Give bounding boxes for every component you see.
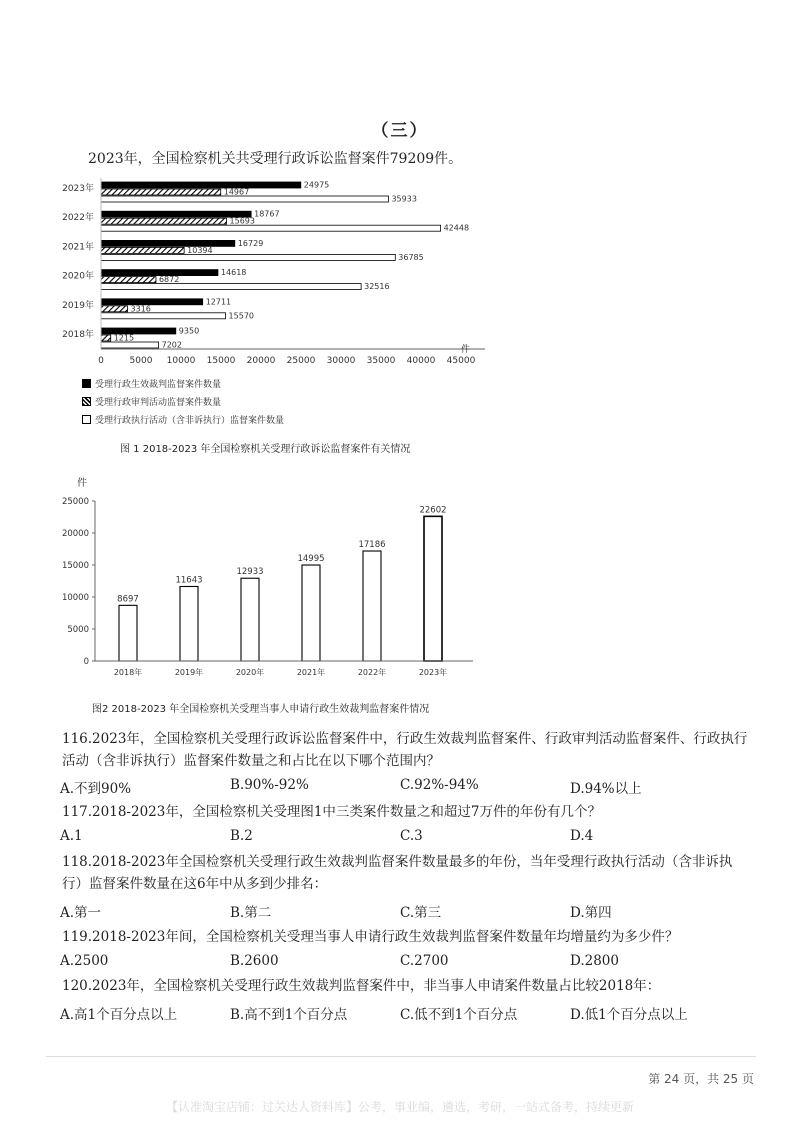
intro-text: 2023年，全国检察机关共受理行政诉讼监督案件79209件。 [88,151,463,167]
bar-3 [101,225,441,231]
option-b[interactable]: B.2600 [230,953,279,969]
x-tick-label: 25000 [286,356,316,366]
option-b[interactable]: B.第二 [230,905,272,921]
data-label: 9350 [178,326,200,336]
x-tick-label: 40000 [406,356,436,366]
x-tick-label: 2021年 [296,668,326,677]
unit-label: 件 [77,478,87,489]
bar-1 [101,182,301,188]
data-label: 6872 [158,275,180,285]
bar-1 [101,299,203,305]
data-label: 12933 [236,567,264,578]
figure-2-vertical-bar-chart [55,470,495,685]
bar [363,551,381,661]
y-tick-label: 2021年 [62,242,94,253]
bar-1 [101,328,176,334]
bar-2 [101,306,128,312]
bar [424,516,442,661]
option-d[interactable]: D.4 [570,828,594,844]
bar [119,605,137,661]
figure-2-caption: 图2 2018-2023 年全国检察机关受理当事人申请行政生效裁判监督案件情况 [92,704,430,715]
x-tick-label: 2018年 [113,668,143,677]
x-tick-label: 45000 [446,356,476,366]
footer-divider [46,1056,756,1057]
data-label: 3316 [130,304,151,314]
data-label: 24975 [303,180,330,190]
option-b[interactable]: B.90%-92% [230,777,309,793]
question-119: 119.2018-2023年间，全国检察机关受理当事人申请行政生效裁判监督案件数量年均增量约为多少件？ [62,929,679,945]
option-c[interactable]: C.92%-94% [400,777,479,793]
y-tick-label: 20000 [61,529,89,539]
bar-3 [101,313,226,319]
y-tick-label: 5000 [67,625,89,635]
y-tick-label: 2018年 [62,330,94,340]
figure-1-horizontal-bar-chart [55,172,495,368]
data-label: 16729 [237,238,264,248]
legend-item-1 [82,377,221,390]
bar [241,578,259,661]
option-d[interactable]: D.2800 [570,953,619,969]
bar-3 [101,254,395,260]
bar [180,586,198,661]
x-tick-label: 5000 [129,356,153,366]
x-tick-label: 2022年 [357,668,387,677]
x-tick-label: 2020年 [235,668,265,677]
option-a[interactable]: A.2500 [60,953,109,969]
question-118-options [60,901,760,921]
data-label: 18767 [254,209,280,219]
data-label: 17186 [358,540,386,551]
x-tick-label: 0 [98,356,104,366]
x-tick-label: 20000 [246,356,276,366]
option-a[interactable]: A.高1个百分点以上 [60,1007,178,1023]
data-label: 35933 [391,194,417,204]
question-116: 116.2023年，全国检察机关受理行政诉讼监督案件中，行政生效裁判监督案件、行政审判活动监督案件、行政执行活动（含非诉执行）监督案件数量之和占比在以下哪个范围内？ [62,731,748,769]
option-c[interactable]: C.第三 [400,905,442,921]
unit-label: 件 [461,345,471,355]
legend-item-3 [82,413,284,426]
x-tick-label: 2023年 [418,668,448,677]
data-label: 22602 [419,505,447,516]
page-number: 第 24 页，共 25 页 [648,1072,754,1086]
option-b[interactable]: B.高不到1个百分点 [230,1007,348,1023]
question-117: 117.2018-2023年，全国检察机关受理图1中三类案件数量之和超过7万件的年份有几个？ [62,804,602,820]
data-label: 32516 [364,282,390,292]
x-tick-label: 2019年 [174,668,204,677]
data-label: 14618 [220,268,247,278]
data-label: 14967 [223,187,250,197]
data-label: 12711 [205,297,232,307]
option-a[interactable]: A.第一 [60,905,102,921]
data-label: 1215 [113,333,135,343]
option-a[interactable]: A.不到90% [60,781,132,797]
legend-swatch-black [82,379,91,388]
data-label: 10394 [187,245,213,255]
option-a[interactable]: A.1 [60,828,83,844]
y-tick-label: 25000 [61,497,89,507]
data-label: 8697 [117,594,139,605]
data-label: 7202 [161,340,182,350]
question-120-options [60,1003,760,1023]
watermark: 【认准淘宝店铺：过关达人资料库】公考，事业编，遴选，考研，一站式备考，持续更新 [165,1100,634,1114]
y-tick-label: 2023年 [62,184,94,194]
data-label: 14995 [297,554,325,565]
bar-3 [101,342,159,348]
legend-label-1: 受理行政生效裁判监督案件数量 [95,380,222,390]
bar-1 [101,240,235,246]
option-c[interactable]: C.2700 [400,953,449,969]
question-116-options [60,777,760,797]
option-b[interactable]: B.2 [230,828,253,844]
x-tick-label: 15000 [206,356,236,366]
bar [302,565,320,661]
question-119-options [60,953,760,969]
legend-label-2: 受理行政审判活动监督案件数量 [95,398,222,408]
bar-2 [101,247,184,253]
option-d[interactable]: D.低1个百分点以上 [570,1007,688,1023]
data-label: 11643 [175,575,203,586]
y-tick-label: 10000 [61,593,89,603]
data-label: 42448 [443,223,470,233]
legend-item-2 [82,395,221,408]
bar-3 [101,284,361,290]
question-118: 118.2018-2023年全国检察机关受理行政生效裁判监督案件数量最多的年份，当年受理行政执行活动（含非诉执行）监督案件数量在这6年中从多到少排名： [62,854,733,892]
legend-swatch-hatched [82,397,91,406]
section-title: （三） [371,121,429,141]
x-tick-label: 30000 [326,356,356,366]
x-tick-label: 35000 [366,356,396,366]
bar-2 [101,218,227,224]
option-d[interactable]: D.第四 [570,905,612,921]
x-tick-label: 10000 [166,356,196,366]
bar-2 [101,189,221,195]
data-label: 36785 [398,252,424,262]
question-117-options [60,828,760,844]
bar-3 [101,196,388,202]
legend-label-3: 受理行政执行活动（含非诉执行）监督案件数量 [95,416,285,426]
option-c[interactable]: C.低不到1个百分点 [400,1007,518,1023]
bar-2 [101,277,156,283]
legend-swatch-white [82,415,91,424]
question-120: 120.2023年，全国检察机关受理行政生效裁判监督案件中，非当事人申请案件数量占比较2018年： [62,978,661,994]
figure-1-caption: 图 1 2018-2023 年全国检察机关受理行政诉讼监督案件有关情况 [120,444,411,455]
bar-2 [101,335,111,341]
option-d[interactable]: D.94%以上 [570,781,642,797]
y-tick-label: 15000 [61,561,89,571]
data-label: 15570 [228,311,255,321]
y-tick-label: 2019年 [62,300,94,311]
y-tick-label: 2022年 [62,213,94,224]
y-tick-label: 0 [83,657,89,667]
option-c[interactable]: C.3 [400,828,423,844]
y-tick-label: 2020年 [62,271,94,282]
data-label: 15693 [229,216,255,226]
